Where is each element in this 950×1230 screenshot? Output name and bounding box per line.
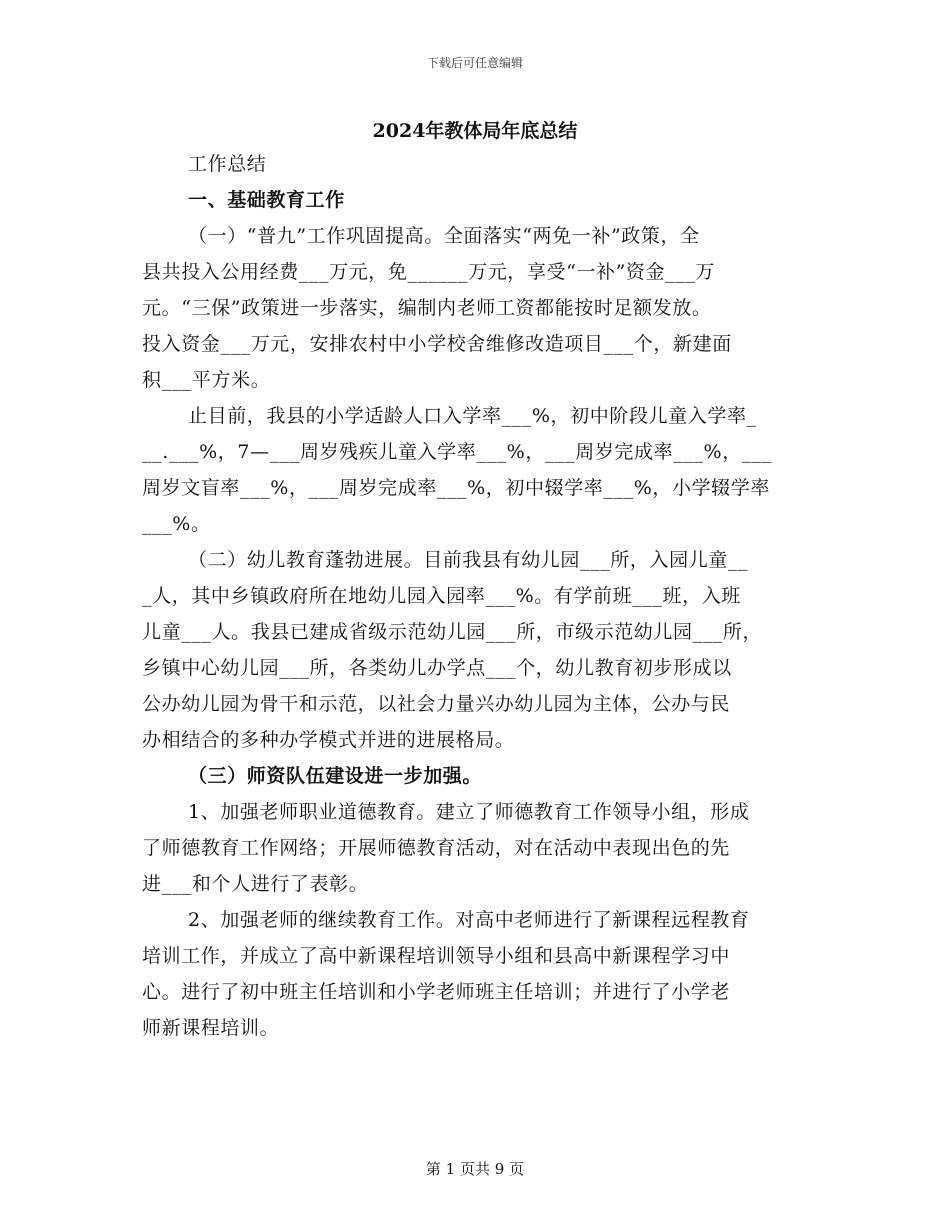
paragraph-line: 心。进行了初中班主任培训和小学老师班主任培训；并进行了小学老 — [142, 981, 731, 1003]
header-note: 下载后可任意编辑 — [426, 56, 523, 70]
paragraph-line: （二）幼儿教育蓬勃进展。目前我县有幼儿园___所，入园儿童__ — [188, 549, 749, 571]
paragraph-line: 县共投入公用经费___万元，免______万元，享受“一补”资金___万 — [142, 261, 716, 283]
paragraph-line: 培训工作，并成立了高中新课程培训领导小组和县高中新课程学习中 — [142, 945, 731, 967]
paragraph-line: 投入资金___万元，安排农村中小学校舍维修改造项目___个，新建面 — [142, 333, 732, 355]
paragraph-line: 进___和个人进行了表彰。 — [142, 873, 369, 895]
paragraph-line: 2、加强老师的继续教育工作。对高中老师进行了新课程远程教育 — [188, 909, 750, 931]
paragraph-1 — [142, 218, 808, 398]
paragraph-line: 办相结合的多种办学模式并进的进展格局。 — [142, 729, 515, 751]
paragraph-line: 1、加强老师职业道德教育。建立了师德教育工作领导小组，形成 — [188, 801, 750, 823]
paragraph-line: 乡镇中心幼儿园___所，各类幼儿办学点___个，幼儿教育初步形成以 — [142, 657, 732, 679]
paragraph-3 — [142, 542, 808, 758]
paragraph-line: 元。“三保”政策进一步落实，编制内老师工资都能按时足额发放。 — [142, 297, 712, 319]
section-heading-1: 一、基础教育工作 — [188, 189, 345, 211]
paragraph-line: 积___平方米。 — [142, 369, 271, 391]
paragraph-line: 师新课程培训。 — [142, 1017, 280, 1039]
paragraph-4 — [142, 794, 808, 902]
subtitle: 工作总结 — [188, 153, 267, 175]
paragraph-2 — [142, 398, 808, 542]
section-heading-3: （三）师资队伍建设进一步加强。 — [188, 765, 483, 787]
paragraph-line: __.___%，7—___周岁残疾儿童入学率___%，___周岁完成率___%，___ — [142, 441, 773, 463]
paragraph-5 — [142, 902, 808, 1046]
page-footer: 第 1 页共 9 页 — [425, 1160, 525, 1178]
document-body — [142, 146, 808, 1046]
paragraph-line: 周岁文盲率___%，___周岁完成率___%，初中辍学率___%，小学辍学率 — [142, 477, 770, 499]
paragraph-line: （一）“普九”工作巩固提高。全面落实“两免一补”政策，全 — [188, 225, 700, 247]
paragraph-line: ___%。 — [142, 513, 211, 535]
paragraph-line: 儿童___人。我县已建成省级示范幼儿园___所，市级示范幼儿园___所， — [142, 621, 763, 643]
paragraph-line: 公办幼儿园为骨干和示范，以社会力量兴办幼儿园为主体，公办与民 — [142, 693, 731, 715]
document-title: 2024年教体局年底总结 — [372, 120, 578, 142]
paragraph-line: 止目前，我县的小学适龄人口入学率___%，初中阶段儿童入学率_ — [188, 405, 757, 427]
paragraph-line: _人，其中乡镇政府所在地幼儿园入园率___%。有学前班___班，入班 — [142, 585, 741, 607]
paragraph-line: 了师德教育工作网络；开展师德教育活动，对在活动中表现出色的先 — [142, 837, 731, 859]
